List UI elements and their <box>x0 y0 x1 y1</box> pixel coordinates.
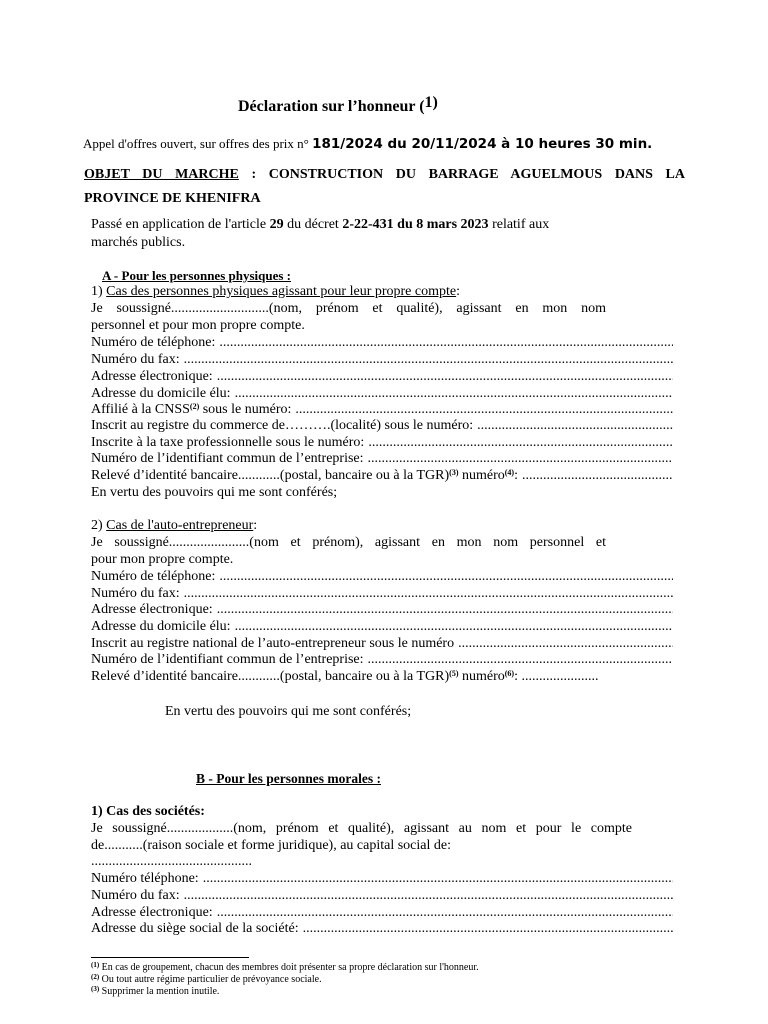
tender-reference: Appel d'offres ouvert, sur offres des prix n° 181/2024 du 20/11/2024 à 10 heures 30 min. <box>83 136 653 152</box>
intro-line-2: marchés publics. <box>91 235 186 250</box>
section-a-heading: A - Pour les personnes physiques : <box>102 268 292 283</box>
societe-soussigne-line-2: de...........(raison sociale et forme juridique), au capital social de: <box>91 838 451 853</box>
ae-field-ice[interactable]: Numéro de l’identifiant commun de l’entreprise: ..... <box>91 651 673 668</box>
societes-title: 1) Cas des sociétés: <box>91 804 205 819</box>
ae-field-fax[interactable]: Numéro du fax: ..... <box>91 585 673 602</box>
field-domicile[interactable]: Adresse du domicile élu: ..... <box>91 385 673 402</box>
contract-object: OBJET DU MARCHE : CONSTRUCTION DU BARRAGE AGUELMOUS DANS LA PROVINCE DE KHENIFRA <box>84 167 685 206</box>
societe-field-email[interactable]: Adresse électronique: ..... <box>91 904 673 921</box>
ae-soussigne-line-1: Je soussigné.......................(nom et prénom), agissant en mon nom personnel et <box>91 535 606 550</box>
field-email[interactable]: Adresse électronique: ..... <box>91 368 673 385</box>
field-registre-commerce[interactable]: Inscrit au registre du commerce de……….(localité) sous le numéro: ..... <box>91 417 673 434</box>
soussigne-line-2: personnel et pour mon propre compte. <box>91 318 305 333</box>
field-rib[interactable]: Relevé d’identité bancaire............(postal, bancaire ou à la TGR)$^{(3)}$ numéro$^{(4)}$: ..... <box>91 467 673 485</box>
footnote-1: $^{(1)}$ En cas de groupement, chacun des membres doit présenter sa propre déclaration sur l'honneur. <box>91 961 479 973</box>
case-2-title: 2) Cas de l'auto-entrepreneur: <box>91 518 258 533</box>
field-taxe-professionnelle[interactable]: Inscrite à la taxe professionnelle sous le numéro: ..... <box>91 434 673 451</box>
intro-line-1: Passé en application de l'article 29 du décret 2-22-431 du 8 mars 2023 relatif aux <box>91 217 550 232</box>
section-b-heading: B - Pour les personnes morales : <box>196 771 381 786</box>
societe-field-telephone[interactable]: Numéro téléphone: ..... <box>91 870 673 887</box>
societe-soussigne-line-1: Je soussigné...................(nom, prénom et qualité), agissant au nom et pour le compte <box>91 821 632 836</box>
field-ice[interactable]: Numéro de l’identifiant commun de l’entreprise: ..... <box>91 450 673 467</box>
ae-field-domicile[interactable]: Adresse du domicile élu: ..... <box>91 618 673 635</box>
societe-field-siege[interactable]: Adresse du siège social de la société: ..... <box>91 920 673 937</box>
page-title: Déclaration sur l’honneur ($^{1)}$ <box>238 94 438 115</box>
ae-soussigne-line-2: pour mon propre compte. <box>91 552 234 567</box>
footnote-2: $^{(2)}$ Ou tout autre régime particulier de prévoyance sociale. <box>91 973 322 985</box>
pouvoirs-line: En vertu des pouvoirs qui me sont conférés; <box>91 485 338 500</box>
soussigne-line-1: Je soussigné............................(nom, prénom et qualité), agissant en mon nom <box>91 301 606 316</box>
field-cnss[interactable]: Affilié à la CNSS$^{(2)}$ sous le numéro: ..... <box>91 401 673 419</box>
capital-social-field[interactable]: .............................................. <box>91 854 252 869</box>
field-fax[interactable]: Numéro du fax: ..... <box>91 351 673 368</box>
ae-field-email[interactable]: Adresse électronique: ..... <box>91 601 673 618</box>
ae-pouvoirs-line: En vertu des pouvoirs qui me sont conférés; <box>165 704 412 719</box>
footnote-ref: 1) <box>424 94 438 111</box>
field-telephone[interactable]: Numéro de téléphone: ..... <box>91 334 673 351</box>
ae-field-registre-national[interactable]: Inscrit au registre national de l’auto-entrepreneur sous le numéro ..... <box>91 635 673 652</box>
ae-field-rib[interactable]: Relevé d’identité bancaire............(postal, bancaire ou à la TGR)$^{(5)}$ numéro$^{(6)}$: ...................... <box>91 669 599 684</box>
societe-field-fax[interactable]: Numéro du fax: ..... <box>91 887 673 904</box>
case-1-title: 1) Cas des personnes physiques agissant pour leur propre compte: <box>91 284 460 299</box>
footnote-separator <box>91 957 249 958</box>
ae-field-telephone[interactable]: Numéro de téléphone: ..... <box>91 568 673 585</box>
footnote-3: $^{(3)}$ Supprimer la mention inutile. <box>91 985 220 997</box>
